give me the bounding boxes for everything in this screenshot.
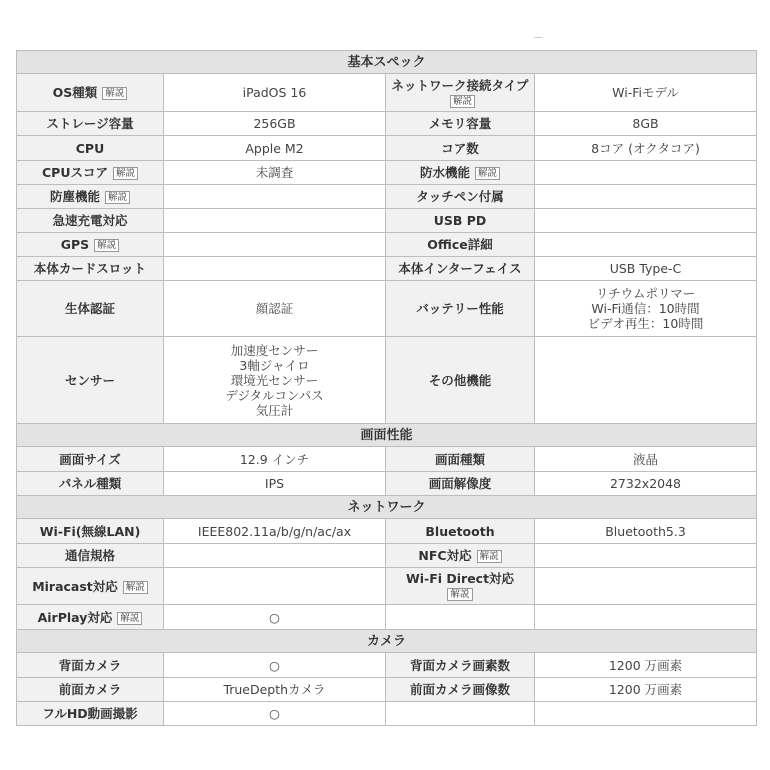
- section-title-network: ネットワーク: [17, 496, 757, 519]
- table-row: [17, 257, 757, 281]
- table-row: [17, 702, 757, 726]
- value-office: [535, 233, 757, 257]
- table-row: [17, 678, 757, 702]
- table-row: [17, 605, 757, 630]
- sensor-line: 3軸ジャイロ: [239, 357, 310, 373]
- value-other: [535, 337, 757, 424]
- label-network-type: ネットワーク接続タイプ解説: [386, 74, 535, 112]
- label-biometric: 生体認証: [17, 281, 164, 337]
- label-front-pixels: 前面カメラ画像数: [386, 678, 535, 702]
- sensor-line: 気圧計: [255, 402, 294, 418]
- table-row: [17, 209, 757, 233]
- table-row: [17, 544, 757, 568]
- value-touch-pen: [535, 185, 757, 209]
- label-battery: バッテリー性能: [386, 281, 535, 337]
- table-row: [17, 112, 757, 136]
- section-camera: [17, 630, 757, 653]
- section-network: [17, 496, 757, 519]
- label-usb-pd: USB PD: [386, 209, 535, 233]
- label-fullhd: フルHD動画撮影: [17, 702, 164, 726]
- value-storage: 256GB: [164, 112, 386, 136]
- link-rear-pixels[interactable]: 1200 万画素: [535, 653, 757, 678]
- table-row: [17, 568, 757, 605]
- table-row: [17, 185, 757, 209]
- value-sensor: [164, 337, 386, 424]
- table-row: [17, 161, 757, 185]
- link-network-type[interactable]: Wi-Fiモデル: [535, 74, 757, 112]
- battery-line: Wi-Fi通信：10時間: [591, 301, 700, 316]
- value-dustproof: [164, 185, 386, 209]
- value-gps: [164, 233, 386, 257]
- explain-button[interactable]: 解説: [447, 588, 472, 601]
- label-screen-size: 画面サイズ: [17, 447, 164, 472]
- link-screen-type[interactable]: 液晶: [535, 447, 757, 472]
- label-cpu: CPU: [17, 136, 164, 161]
- value-card-slot: [164, 257, 386, 281]
- label-rear-pixels: 背面カメラ画素数: [386, 653, 535, 678]
- link-cores[interactable]: 8コア (オクタコア): [535, 136, 757, 161]
- explain-button[interactable]: 解説: [113, 167, 138, 180]
- table-row: [17, 74, 757, 112]
- explain-button[interactable]: 解説: [105, 191, 130, 204]
- value-bluetooth: Bluetooth5.3: [535, 519, 757, 544]
- section-screen: [17, 424, 757, 447]
- empty-cell: [535, 605, 757, 630]
- label-memory: メモリ容量: [386, 112, 535, 136]
- label-fast-charge: 急速充電対応: [17, 209, 164, 233]
- explain-button[interactable]: 解説: [94, 239, 119, 252]
- label-miracast: Miracast対応 解説: [17, 568, 164, 605]
- explain-button[interactable]: 解説: [477, 550, 502, 563]
- label-resolution: 画面解像度: [386, 472, 535, 496]
- table-row: [17, 472, 757, 496]
- value-usb-pd: [535, 209, 757, 233]
- explain-button[interactable]: 解説: [475, 167, 500, 180]
- battery-line: ビデオ再生：10時間: [587, 316, 704, 331]
- table-row: [17, 337, 757, 424]
- value-fast-charge: [164, 209, 386, 233]
- table-row: [17, 281, 757, 337]
- sensor-line: 環境光センサー: [230, 372, 319, 388]
- empty-cell: [386, 605, 535, 630]
- label-cpu-score: CPUスコア 解説: [17, 161, 164, 185]
- value-rear-camera: ○: [164, 653, 386, 678]
- label-wifi: Wi-Fi(無線LAN): [17, 519, 164, 544]
- sensor-line: デジタルコンパス: [225, 387, 324, 403]
- value-miracast: [164, 568, 386, 605]
- link-screen-size[interactable]: 12.9 インチ: [164, 447, 386, 472]
- label-panel-type: パネル種類: [17, 472, 164, 496]
- value-waterproof: [535, 161, 757, 185]
- value-battery: [535, 281, 757, 337]
- value-memory: 8GB: [535, 112, 757, 136]
- label-screen-type: 画面種類: [386, 447, 535, 472]
- empty-cell: [535, 702, 757, 726]
- table-row: [17, 519, 757, 544]
- label-os: OS種類 解説: [17, 74, 164, 112]
- table-row: [17, 447, 757, 472]
- value-wifi-direct: [535, 568, 757, 605]
- section-title-screen: 画面性能: [17, 424, 757, 447]
- section-title-basic: 基本スペック: [17, 51, 757, 74]
- value-cpu-score: 未調査: [164, 161, 386, 185]
- value-cpu: Apple M2: [164, 136, 386, 161]
- table-row: [17, 233, 757, 257]
- table-row: [17, 136, 757, 161]
- label-card-slot: 本体カードスロット: [17, 257, 164, 281]
- label-nfc: NFC対応 解説: [386, 544, 535, 568]
- link-biometric[interactable]: 顔認証: [164, 281, 386, 337]
- label-dustproof: 防塵機能 解説: [17, 185, 164, 209]
- value-panel-type: IPS: [164, 472, 386, 496]
- table-row: [17, 653, 757, 678]
- label-touch-pen: タッチペン付属: [386, 185, 535, 209]
- battery-line: リチウムポリマー: [595, 286, 696, 301]
- value-nfc: [535, 544, 757, 568]
- empty-cell: [386, 702, 535, 726]
- label-gps: GPS 解説: [17, 233, 164, 257]
- value-wifi: IEEE802.11a/b/g/n/ac/ax: [164, 519, 386, 544]
- section-basic: [17, 51, 757, 74]
- label-storage: ストレージ容量: [17, 112, 164, 136]
- label-comm: 通信規格: [17, 544, 164, 568]
- decorative-dash: [534, 37, 542, 38]
- label-interface: 本体インターフェイス: [386, 257, 535, 281]
- label-other: その他機能: [386, 337, 535, 424]
- value-fullhd: ○: [164, 702, 386, 726]
- spec-table: [16, 50, 757, 726]
- label-waterproof: 防水機能 解説: [386, 161, 535, 185]
- explain-button[interactable]: 解説: [117, 612, 142, 625]
- label-office: Office詳細: [386, 233, 535, 257]
- link-front-pixels[interactable]: 1200 万画素: [535, 678, 757, 702]
- value-comm: [164, 544, 386, 568]
- value-os: iPadOS 16: [164, 74, 386, 112]
- label-airplay: AirPlay対応 解説: [17, 605, 164, 630]
- label-sensor: センサー: [17, 337, 164, 424]
- section-title-camera: カメラ: [17, 630, 757, 653]
- value-front-camera: TrueDepthカメラ: [164, 678, 386, 702]
- label-wifi-direct: Wi-Fi Direct対応 解説: [386, 568, 535, 605]
- label-bluetooth: Bluetooth: [386, 519, 535, 544]
- value-resolution: 2732x2048: [535, 472, 757, 496]
- explain-button[interactable]: 解説: [450, 95, 475, 108]
- label-rear-camera: 背面カメラ: [17, 653, 164, 678]
- value-airplay: ○: [164, 605, 386, 630]
- value-interface: USB Type-C: [535, 257, 757, 281]
- label-front-camera: 前面カメラ: [17, 678, 164, 702]
- explain-button[interactable]: 解説: [102, 87, 127, 100]
- label-cores: コア数: [386, 136, 535, 161]
- explain-button[interactable]: 解説: [123, 581, 148, 594]
- sensor-line: 加速度センサー: [230, 342, 319, 358]
